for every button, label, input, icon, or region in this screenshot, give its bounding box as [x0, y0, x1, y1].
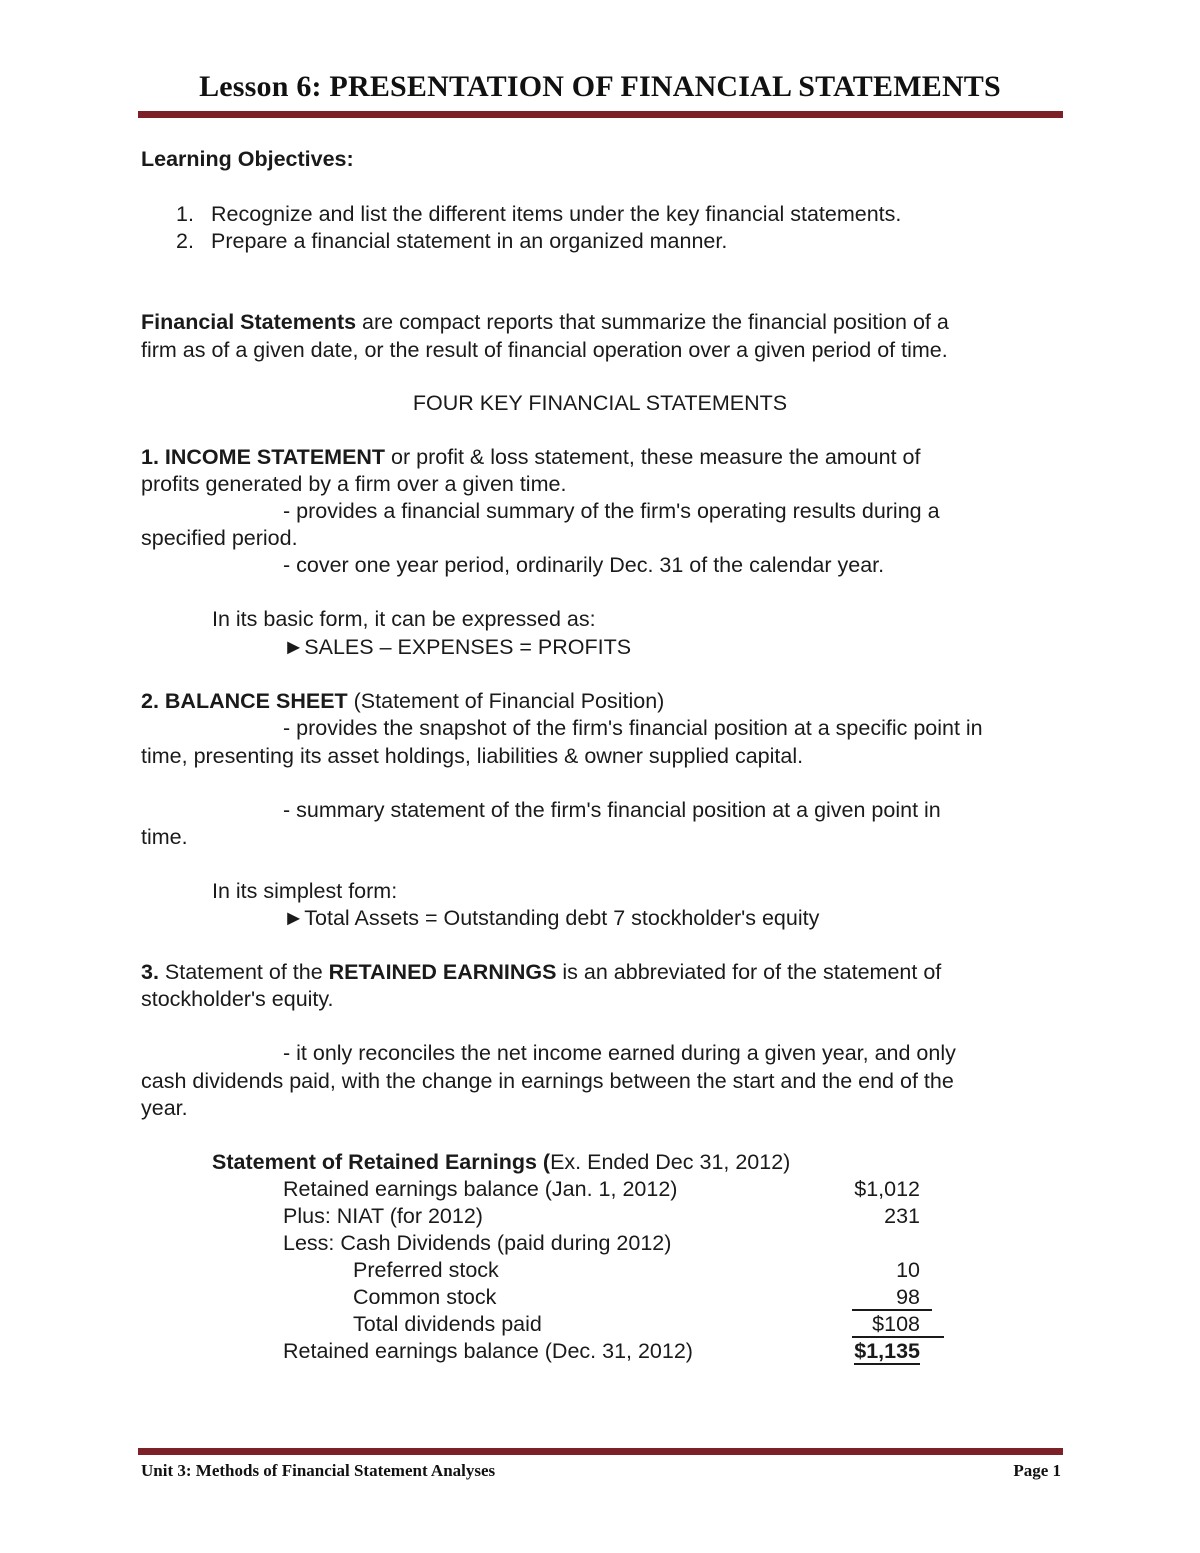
income-formula: ►SALES – EXPENSES = PROFITS	[283, 635, 632, 659]
balance-text: - summary statement of the firm's financial position at a given point in	[283, 798, 941, 822]
definition-text: firm as of a given date, or the result of financial operation over a given period of time.	[141, 338, 948, 362]
definition-text: are compact reports that summarize the financial position of a	[356, 310, 949, 334]
income-text: - provides a financial summary of the firm's operating results during a	[283, 499, 940, 523]
balance-text: - provides the snapshot of the firm's financial position at a specific point in	[283, 716, 983, 740]
income-text: specified period.	[141, 526, 298, 550]
statement-row-label: Less: Cash Dividends (paid during 2012)	[283, 1231, 672, 1255]
statement-row-value: 231	[884, 1204, 920, 1228]
retained-text: Statement of the	[158, 960, 329, 984]
definition-term: Financial Statements	[141, 310, 357, 334]
statement-row-label: Preferred stock	[353, 1258, 499, 1282]
balance-sheet-paragraph	[141, 688, 664, 715]
retained-text: stockholder's equity.	[141, 987, 334, 1011]
income-statement-paragraph	[141, 444, 920, 471]
retained-text: cash dividends paid, with the change in earnings between the start and the end of the	[141, 1069, 954, 1093]
statement-row-label: Plus: NIAT (for 2012)	[283, 1204, 483, 1228]
objective-number: 1.	[176, 202, 194, 226]
page-title: Lesson 6: PRESENTATION OF FINANCIAL STATEMENTS	[199, 70, 1001, 103]
income-basic-form: In its basic form, it can be expressed as:	[212, 607, 596, 631]
header-rule	[138, 111, 1063, 118]
income-text: - cover one year period, ordinarily Dec. 31 of the calendar year.	[283, 553, 885, 577]
retained-text: - it only reconciles the net income earned during a given year, and only	[283, 1041, 956, 1065]
income-text: profits generated by a firm over a given time.	[141, 472, 567, 496]
statement-row-value: $108	[852, 1311, 944, 1338]
retained-earnings-paragraph	[141, 959, 941, 986]
balance-text: time, presenting its asset holdings, liabilities & owner supplied capital.	[141, 744, 804, 768]
retained-text: is an abbreviated for of the statement of	[556, 960, 942, 984]
statement-row-value: $1,012	[854, 1177, 920, 1201]
balance-text: time.	[141, 825, 188, 849]
objective-text: Recognize and list the different items under the key financial statements.	[211, 202, 902, 226]
balance-text: (Statement of Financial Position)	[347, 689, 665, 713]
footer-unit-title: Unit 3: Methods of Financial Statement Analyses	[141, 1461, 496, 1480]
income-text: or profit & loss statement, these measure the amount of	[385, 445, 921, 469]
footer-page-number: Page 1	[1013, 1461, 1061, 1480]
balance-simplest-form: In its simplest form:	[212, 879, 398, 903]
statement-total-amount: $1,135	[854, 1339, 920, 1363]
statement-total-value	[800, 1338, 920, 1365]
statement-row-value: 10	[896, 1258, 920, 1282]
retained-number: 3.	[141, 960, 159, 984]
retained-earnings-label: RETAINED EARNINGS	[328, 960, 557, 984]
statement-row-value: 98	[852, 1284, 932, 1311]
statement-row-label: Retained earnings balance (Jan. 1, 2012)	[283, 1177, 678, 1201]
statement-title	[212, 1149, 790, 1176]
statement-title-rest: Ex. Ended Dec 31, 2012)	[550, 1150, 791, 1174]
income-statement-label: 1. INCOME STATEMENT	[141, 445, 386, 469]
objectives-heading: Learning Objectives:	[141, 147, 354, 171]
section-heading: FOUR KEY FINANCIAL STATEMENTS	[412, 391, 788, 415]
definition-paragraph	[141, 309, 949, 336]
statement-row-label: Common stock	[353, 1285, 497, 1309]
objective-number: 2.	[176, 229, 194, 253]
retained-text: year.	[141, 1096, 188, 1120]
statement-row-label: Total dividends paid	[353, 1312, 542, 1336]
footer-rule	[138, 1448, 1063, 1455]
objective-text: Prepare a financial statement in an organized manner.	[211, 229, 728, 253]
balance-sheet-label: 2. BALANCE SHEET	[141, 689, 348, 713]
statement-title-bold: Statement of Retained Earnings (	[212, 1150, 551, 1174]
balance-formula: ►Total Assets = Outstanding debt 7 stockholder's equity	[283, 906, 820, 930]
statement-row-label: Retained earnings balance (Dec. 31, 2012)	[283, 1339, 693, 1363]
